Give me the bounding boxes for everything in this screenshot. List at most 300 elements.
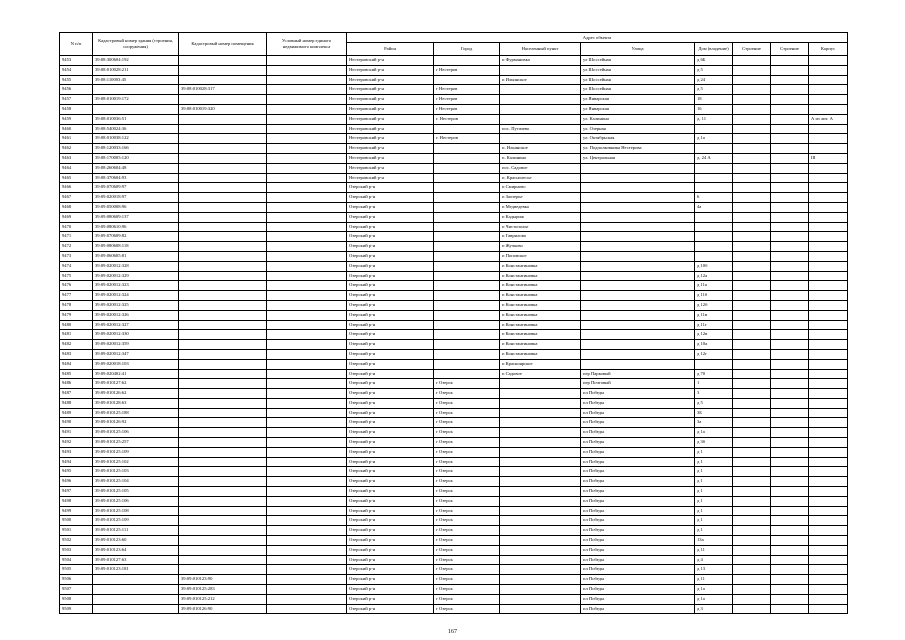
cadastral-premises-cell (179, 65, 267, 75)
building-cell (733, 565, 771, 575)
locality-cell: п Гаврилово (500, 232, 581, 242)
cadastral-premises-cell (179, 183, 267, 193)
locality-cell: п Константиновка (500, 340, 581, 350)
building-cell (733, 183, 771, 193)
table-row (60, 516, 848, 526)
korpus-cell (809, 310, 848, 320)
city-cell: г Озерск (434, 496, 500, 506)
house-cell: д 11а (695, 281, 733, 291)
structure-cell (771, 310, 809, 320)
street-cell: ул. Октябрьская (581, 134, 695, 144)
cadastral-building-cell: 39:09:020012:325 (93, 300, 179, 310)
house-cell: 1 (695, 379, 733, 389)
conditional-number-cell (267, 594, 347, 604)
house-cell: д 5 (695, 65, 733, 75)
conditional-number-cell (267, 114, 347, 124)
locality-cell: п Ильинское (500, 75, 581, 85)
street-cell: пл Победы (581, 408, 695, 418)
cadastral-building-cell: 39:08:370604:93 (93, 173, 179, 183)
district-cell: Озерский р-н (347, 379, 434, 389)
street-cell: пл Победы (581, 516, 695, 526)
street-cell: пл Победы (581, 418, 695, 428)
house-cell (695, 183, 733, 193)
conditional-number-cell (267, 575, 347, 585)
house-cell (695, 124, 733, 134)
street-cell: пл Победы (581, 389, 695, 399)
street-cell (581, 202, 695, 212)
locality-cell: п Заозерье (500, 193, 581, 203)
city-cell (434, 202, 500, 212)
korpus-cell (809, 545, 848, 555)
street-cell: пл Победы (581, 438, 695, 448)
city-cell: г. Нестеров (434, 114, 500, 124)
district-cell: Озерский р-н (347, 516, 434, 526)
city-cell (434, 340, 500, 350)
cadastral-premises-cell (179, 408, 267, 418)
row-number-cell: 9483 (60, 349, 93, 359)
district-cell: Нестеровский р-н (347, 95, 434, 105)
district-cell: Озерский р-н (347, 369, 434, 379)
korpus-cell (809, 418, 848, 428)
conditional-number-cell (267, 447, 347, 457)
locality-cell (500, 526, 581, 536)
house-cell: 3 (695, 389, 733, 399)
table-row (60, 134, 848, 144)
conditional-number-cell (267, 438, 347, 448)
district-cell: Нестеровский р-н (347, 104, 434, 114)
locality-cell (500, 496, 581, 506)
conditional-number-cell (267, 555, 347, 565)
building-cell (733, 281, 771, 291)
district-cell: Нестеровский р-н (347, 56, 434, 66)
cadastral-building-cell: 39:09:020018:103 (93, 359, 179, 369)
header-city: Город (434, 43, 500, 56)
house-cell: д 3б (695, 438, 733, 448)
city-cell (434, 173, 500, 183)
house-cell: д 5 (695, 398, 733, 408)
conditional-number-cell (267, 261, 347, 271)
building-cell (733, 604, 771, 614)
city-cell (434, 242, 500, 252)
structure-cell (771, 300, 809, 310)
row-number-cell: 9508 (60, 594, 93, 604)
cadastral-premises-cell (179, 536, 267, 546)
cadastral-building-cell: 39:09:050008:96 (93, 202, 179, 212)
city-cell (434, 212, 500, 222)
table-row (60, 261, 848, 271)
house-cell: д 1а (695, 594, 733, 604)
street-cell (581, 193, 695, 203)
conditional-number-cell (267, 144, 347, 154)
cadastral-building-cell: 39:09:010125:106 (93, 496, 179, 506)
korpus-cell (809, 222, 848, 232)
city-cell: г Озерск (434, 575, 500, 585)
locality-cell: пос. Пугачево (500, 124, 581, 134)
building-cell (733, 330, 771, 340)
structure-cell (771, 183, 809, 193)
cadastral-premises-cell (179, 398, 267, 408)
conditional-number-cell (267, 379, 347, 389)
table-row (60, 291, 848, 301)
locality-cell (500, 575, 581, 585)
city-cell: г Озерск (434, 585, 500, 595)
row-number-cell: 9481 (60, 330, 93, 340)
cadastral-building-cell: 39:09:010126:62 (93, 389, 179, 399)
conditional-number-cell (267, 183, 347, 193)
house-cell: д 1 (695, 457, 733, 467)
locality-cell (500, 487, 581, 497)
row-number-cell: 9493 (60, 447, 93, 457)
conditional-number-cell (267, 104, 347, 114)
korpus-cell (809, 447, 848, 457)
row-number-cell: 9500 (60, 516, 93, 526)
header-locality: Населенный пункт (500, 43, 581, 56)
table-row (60, 467, 848, 477)
cadastral-premises-cell (179, 496, 267, 506)
cadastral-building-cell: 39:08:010019:172 (93, 95, 179, 105)
cadastral-premises-cell (179, 565, 267, 575)
building-cell (733, 85, 771, 95)
table-row (60, 359, 848, 369)
locality-cell: п Константиновка (500, 310, 581, 320)
conditional-number-cell (267, 516, 347, 526)
korpus-cell (809, 163, 848, 173)
conditional-number-cell (267, 173, 347, 183)
cadastral-premises-cell (179, 232, 267, 242)
row-number-cell: 9458 (60, 104, 93, 114)
district-cell: Озерский р-н (347, 212, 434, 222)
street-cell: пл Победы (581, 536, 695, 546)
district-cell: Озерский р-н (347, 271, 434, 281)
cadastral-building-cell: 39:09:010125:109 (93, 516, 179, 526)
house-cell: 18 (695, 95, 733, 105)
structure-cell (771, 447, 809, 457)
structure-cell (771, 56, 809, 66)
korpus-cell (809, 594, 848, 604)
row-number-cell: 9489 (60, 408, 93, 418)
structure-cell (771, 506, 809, 516)
house-cell: д 1 (695, 477, 733, 487)
locality-cell (500, 379, 581, 389)
district-cell: Озерский р-н (347, 594, 434, 604)
row-number-cell: 9465 (60, 173, 93, 183)
house-cell: д 1 (695, 467, 733, 477)
locality-cell (500, 95, 581, 105)
city-cell: г Озерск (434, 398, 500, 408)
structure-cell (771, 340, 809, 350)
row-number-cell: 9496 (60, 477, 93, 487)
cadastral-building-cell: 39:09:010125:109 (93, 447, 179, 457)
structure-cell (771, 202, 809, 212)
building-cell (733, 261, 771, 271)
cadastral-premises-cell (179, 75, 267, 85)
street-cell: пл Победы (581, 496, 695, 506)
building-cell (733, 516, 771, 526)
conditional-number-cell (267, 212, 347, 222)
city-cell (434, 75, 500, 85)
structure-cell (771, 114, 809, 124)
street-cell: пер Парковый (581, 369, 695, 379)
table-row (60, 477, 848, 487)
cadastral-premises-cell (179, 153, 267, 163)
table-row (60, 144, 848, 154)
table-row (60, 585, 848, 595)
district-cell: Озерский р-н (347, 536, 434, 546)
locality-cell: п Константиновка (500, 271, 581, 281)
structure-cell (771, 477, 809, 487)
building-cell (733, 65, 771, 75)
building-cell (733, 447, 771, 457)
structure-cell (771, 163, 809, 173)
korpus-cell (809, 330, 848, 340)
cadastral-premises-cell (179, 369, 267, 379)
korpus-cell (809, 457, 848, 467)
house-cell (695, 232, 733, 242)
korpus-cell (809, 506, 848, 516)
building-cell (733, 487, 771, 497)
structure-cell (771, 496, 809, 506)
district-cell: Озерский р-н (347, 487, 434, 497)
house-cell: д 10а (695, 340, 733, 350)
table-row (60, 65, 848, 75)
cadastral-premises-cell (179, 487, 267, 497)
conditional-number-cell (267, 242, 347, 252)
row-number-cell: 9509 (60, 604, 93, 614)
house-cell: д 12а (695, 271, 733, 281)
district-cell: Озерский р-н (347, 418, 434, 428)
row-number-cell: 9475 (60, 271, 93, 281)
city-cell: г Озерск (434, 506, 500, 516)
house-cell: 4а (695, 202, 733, 212)
city-cell (434, 183, 500, 193)
cadastral-premises-cell: 39:09:010126:90 (179, 604, 267, 614)
city-cell (434, 359, 500, 369)
district-cell: Нестеровский р-н (347, 144, 434, 154)
building-cell (733, 193, 771, 203)
structure-cell (771, 104, 809, 114)
street-cell (581, 340, 695, 350)
korpus-cell (809, 428, 848, 438)
district-cell: Озерский р-н (347, 585, 434, 595)
row-number-cell: 9492 (60, 438, 93, 448)
header-cadastral-building: Кадастровый номер здания (строения, сооружения) (93, 33, 179, 56)
row-number-cell: 9479 (60, 310, 93, 320)
conditional-number-cell (267, 153, 347, 163)
cadastral-building-cell: 39:09:010123:60 (93, 536, 179, 546)
table-row (60, 104, 848, 114)
building-cell (733, 467, 771, 477)
building-cell (733, 359, 771, 369)
locality-cell: п Константиновка (500, 261, 581, 271)
street-cell: ул Январская (581, 104, 695, 114)
street-cell (581, 281, 695, 291)
cadastral-premises-cell (179, 310, 267, 320)
city-cell: г Нестеров (434, 85, 500, 95)
house-cell: д 11 (695, 545, 733, 555)
district-cell: Озерский р-н (347, 506, 434, 516)
row-number-cell: 9486 (60, 379, 93, 389)
locality-cell: п Константиновка (500, 281, 581, 291)
building-cell (733, 144, 771, 154)
city-cell (434, 281, 500, 291)
table-row (60, 281, 848, 291)
cadastral-building-cell: 39:09:010126:92 (93, 418, 179, 428)
header-house: Дом (владение) (695, 43, 733, 56)
cadastral-building-cell: 39:09:010125:111 (93, 526, 179, 536)
cadastral-premises-cell (179, 340, 267, 350)
cadastral-premises-cell: 39:08:010019:320 (179, 104, 267, 114)
cadastral-premises-cell (179, 212, 267, 222)
table-row (60, 242, 848, 252)
street-cell: ул. Подполковника Нестерова (581, 144, 695, 154)
street-cell (581, 349, 695, 359)
house-cell (695, 163, 733, 173)
korpus-cell (809, 95, 848, 105)
building-cell (733, 124, 771, 134)
row-number-cell: 9460 (60, 124, 93, 134)
city-cell: г Озерск (434, 555, 500, 565)
cadastral-premises-cell (179, 202, 267, 212)
house-cell: 3Б (695, 408, 733, 418)
row-number-cell: 9497 (60, 487, 93, 497)
house-cell: д. 24 А (695, 153, 733, 163)
cadastral-premises-cell (179, 379, 267, 389)
building-cell (733, 496, 771, 506)
building-cell (733, 251, 771, 261)
house-cell (695, 251, 733, 261)
street-cell: пл Победы (581, 565, 695, 575)
cadastral-building-cell: 39:08:010036:51 (93, 114, 179, 124)
conditional-number-cell (267, 85, 347, 95)
cadastral-building-cell: 39:09:070609:97 (93, 183, 179, 193)
table-row (60, 95, 848, 105)
district-cell: Нестеровский р-н (347, 114, 434, 124)
cadastral-premises-cell (179, 56, 267, 66)
locality-cell (500, 467, 581, 477)
district-cell: Озерский р-н (347, 575, 434, 585)
street-cell (581, 359, 695, 369)
locality-cell: п Фурмановка (500, 56, 581, 66)
cadastral-building-cell (93, 594, 179, 604)
locality-cell (500, 516, 581, 526)
conditional-number-cell (267, 134, 347, 144)
locality-cell: п Поповское (500, 251, 581, 261)
table-row (60, 114, 848, 124)
structure-cell (771, 124, 809, 134)
row-number-cell: 9478 (60, 300, 93, 310)
city-cell (434, 271, 500, 281)
cadastral-premises-cell (179, 457, 267, 467)
house-cell: д 6Б (695, 56, 733, 66)
structure-cell (771, 193, 809, 203)
cadastral-premises-cell (179, 349, 267, 359)
table-row (60, 212, 848, 222)
cadastral-building-cell: 39:08:110003:45 (93, 75, 179, 85)
conditional-number-cell (267, 271, 347, 281)
korpus-cell (809, 124, 848, 134)
conditional-number-cell (267, 536, 347, 546)
korpus-cell (809, 585, 848, 595)
house-cell (695, 173, 733, 183)
table-row (60, 330, 848, 340)
conditional-number-cell (267, 428, 347, 438)
street-cell (581, 173, 695, 183)
cadastral-building-cell: 39:09:060605:81 (93, 251, 179, 261)
city-cell (434, 349, 500, 359)
structure-cell (771, 575, 809, 585)
city-cell (434, 261, 500, 271)
cadastral-building-cell: 39:09:010125:106 (93, 428, 179, 438)
row-number-cell: 9474 (60, 261, 93, 271)
cadastral-premises-cell (179, 545, 267, 555)
locality-cell (500, 134, 581, 144)
district-cell: Озерский р-н (347, 477, 434, 487)
district-cell: Нестеровский р-н (347, 153, 434, 163)
district-cell: Озерский р-н (347, 359, 434, 369)
cadastral-building-cell: 39:09:010125:188 (93, 408, 179, 418)
cadastral-building-cell: 39:09:020012:323 (93, 281, 179, 291)
cadastral-premises-cell (179, 291, 267, 301)
table-row (60, 398, 848, 408)
street-cell: пл Победы (581, 545, 695, 555)
cadastral-premises-cell (179, 114, 267, 124)
locality-cell (500, 585, 581, 595)
conditional-number-cell (267, 222, 347, 232)
korpus-cell (809, 477, 848, 487)
cadastral-premises-cell (179, 281, 267, 291)
table-row (60, 575, 848, 585)
korpus-cell (809, 467, 848, 477)
district-cell: Озерский р-н (347, 438, 434, 448)
district-cell: Нестеровский р-н (347, 65, 434, 75)
street-cell (581, 242, 695, 252)
cadastral-premises-cell (179, 193, 267, 203)
row-number-cell: 9485 (60, 369, 93, 379)
building-cell (733, 212, 771, 222)
row-number-cell: 9505 (60, 565, 93, 575)
building-cell (733, 506, 771, 516)
table-body (60, 56, 848, 614)
building-cell (733, 56, 771, 66)
city-cell: г Озерск (434, 526, 500, 536)
building-cell (733, 398, 771, 408)
korpus-cell (809, 183, 848, 193)
row-number-cell: 9473 (60, 251, 93, 261)
building-cell (733, 232, 771, 242)
structure-cell (771, 144, 809, 154)
table-row (60, 418, 848, 428)
table-row (60, 124, 848, 134)
street-cell (581, 222, 695, 232)
cadastral-premises-cell (179, 330, 267, 340)
city-cell (434, 369, 500, 379)
locality-cell (500, 457, 581, 467)
city-cell: г. Нестеров (434, 134, 500, 144)
conditional-number-cell (267, 124, 347, 134)
conditional-number-cell (267, 477, 347, 487)
locality-cell: п Константиновка (500, 320, 581, 330)
street-cell (581, 183, 695, 193)
row-number-cell: 9453 (60, 56, 93, 66)
header-street: Улица (581, 43, 695, 56)
row-number-cell: 9490 (60, 418, 93, 428)
row-number-cell: 9456 (60, 85, 93, 95)
city-cell: г Озерск (434, 545, 500, 555)
cadastral-premises-cell (179, 418, 267, 428)
table-row (60, 447, 848, 457)
street-cell: пл Победы (581, 467, 695, 477)
row-number-cell: 9455 (60, 75, 93, 85)
